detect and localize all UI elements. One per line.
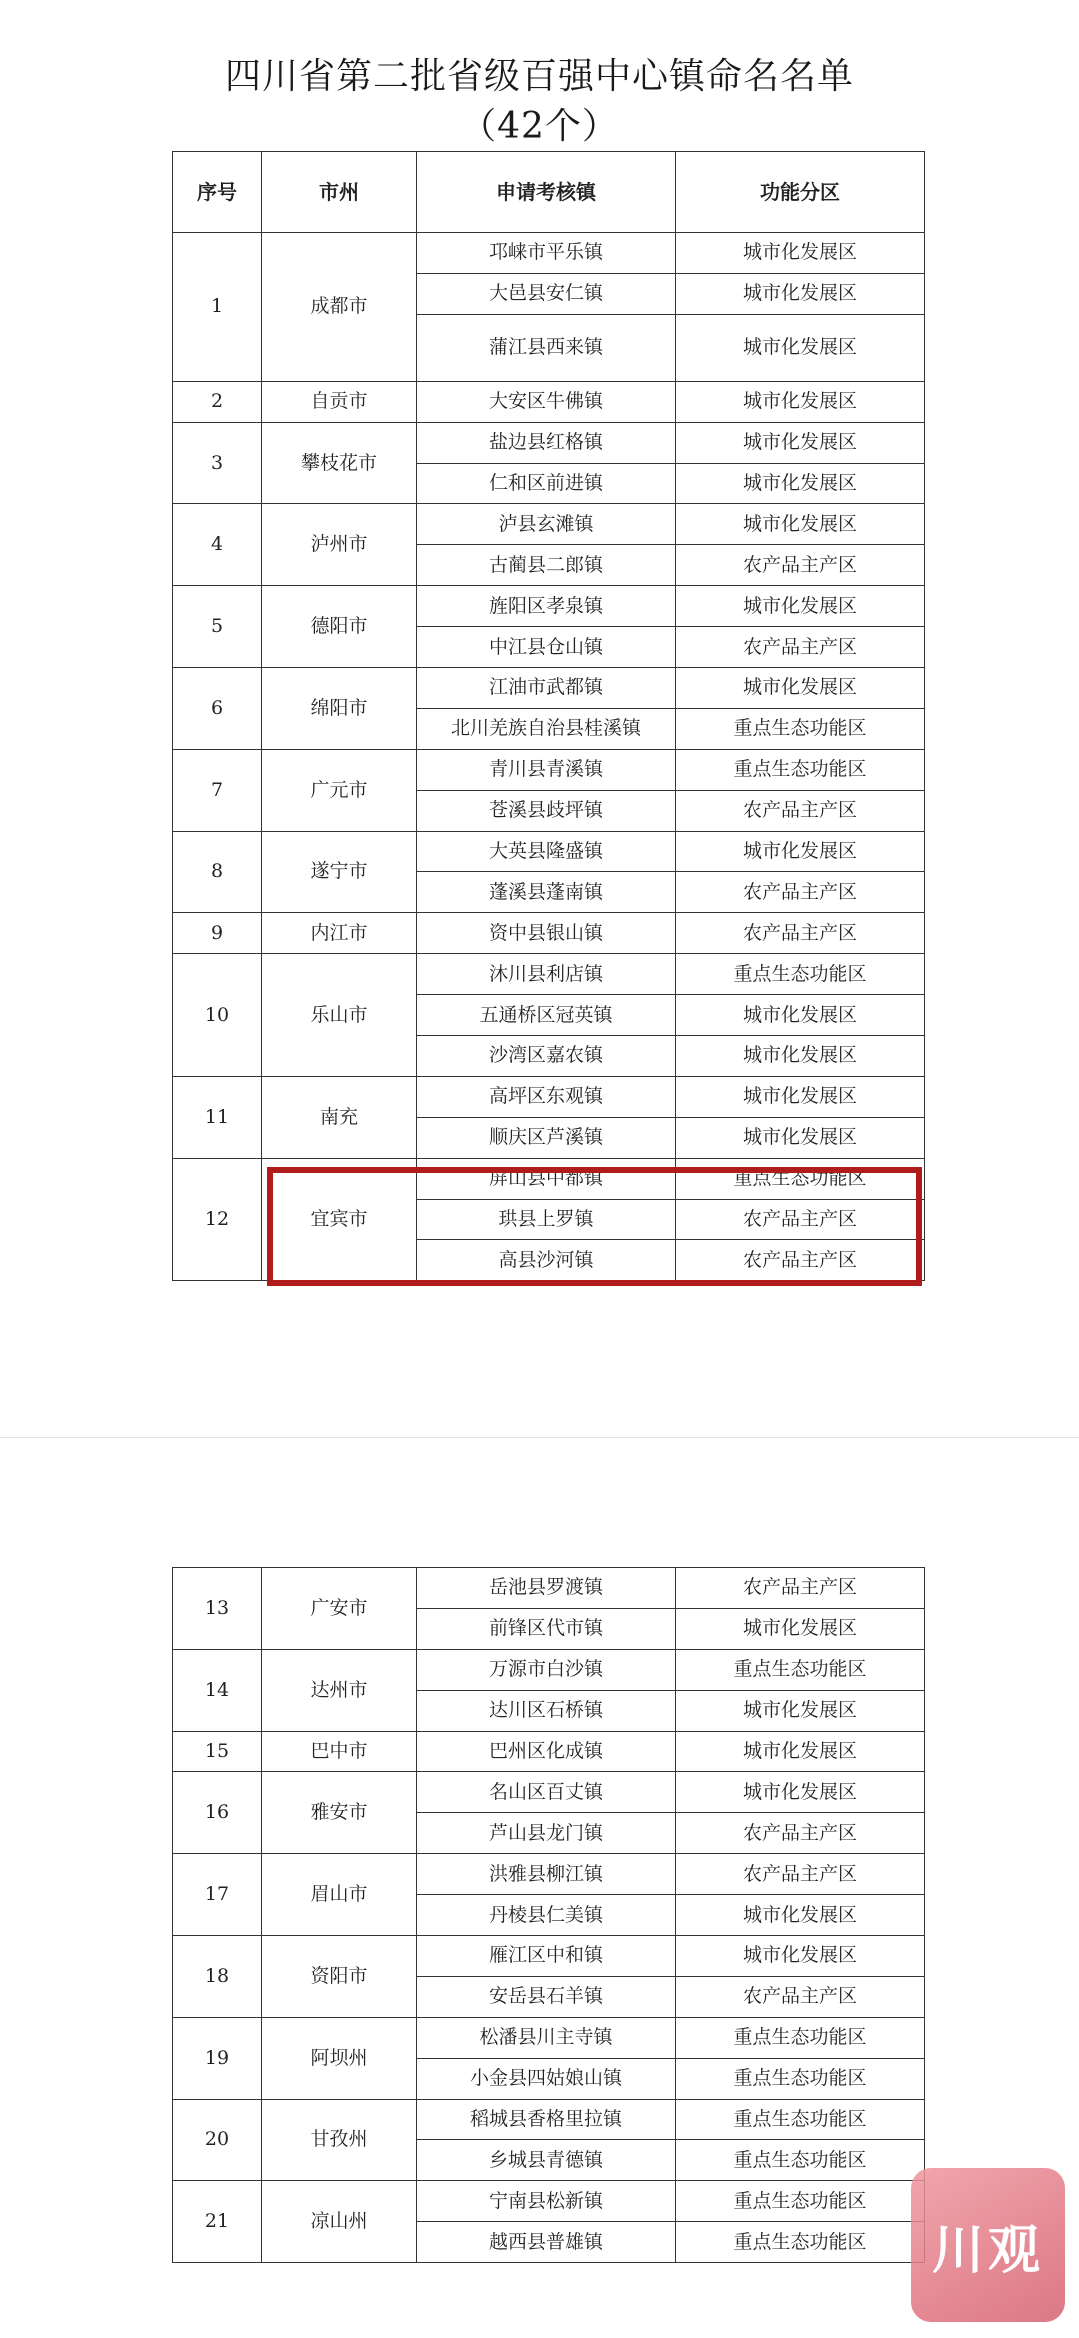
watermark-label: 川观 (931, 2220, 1044, 2281)
serial-number-cell: 15 (173, 1731, 262, 1772)
serial-number-cell: 13 (173, 1568, 262, 1650)
function-zone-cell: 重点生态功能区 (676, 954, 925, 995)
town-cell: 蒲江县西来镇 (417, 314, 676, 381)
function-zone-cell: 重点生态功能区 (676, 2099, 925, 2140)
function-zone-cell: 重点生态功能区 (676, 2058, 925, 2099)
town-cell: 仁和区前进镇 (417, 463, 676, 504)
function-zone-cell: 城市化发展区 (676, 1895, 925, 1936)
serial-number-cell: 11 (173, 1076, 262, 1158)
serial-number-cell: 4 (173, 504, 262, 586)
serial-number-cell: 3 (173, 422, 262, 504)
function-zone-cell: 农产品主产区 (676, 1240, 925, 1281)
town-cell: 越西县普雄镇 (417, 2222, 676, 2263)
page-divider (0, 1437, 1079, 1438)
header-function-zone: 功能分区 (676, 152, 925, 233)
city-cell: 资阳市 (262, 1936, 417, 2018)
function-zone-cell: 农产品主产区 (676, 627, 925, 668)
town-cell: 旌阳区孝泉镇 (417, 586, 676, 627)
function-zone-cell: 城市化发展区 (676, 1608, 925, 1649)
function-zone-cell: 重点生态功能区 (676, 749, 925, 790)
function-zone-cell: 城市化发展区 (676, 1772, 925, 1813)
chuanguan-watermark-logo (911, 2168, 1065, 2322)
town-cell: 宁南县松新镇 (417, 2181, 676, 2222)
function-zone-cell: 重点生态功能区 (676, 2017, 925, 2058)
town-cell: 江油市武都镇 (417, 668, 676, 709)
town-cell: 万源市白沙镇 (417, 1649, 676, 1690)
serial-number-cell: 18 (173, 1936, 262, 2018)
table-row (173, 1772, 925, 1813)
serial-number-cell: 12 (173, 1158, 262, 1281)
function-zone-cell: 农产品主产区 (676, 545, 925, 586)
function-zone-cell: 城市化发展区 (676, 1936, 925, 1977)
city-cell: 广安市 (262, 1568, 417, 1650)
function-zone-cell: 重点生态功能区 (676, 2140, 925, 2181)
town-cell: 小金县四姑娘山镇 (417, 2058, 676, 2099)
city-cell: 自贡市 (262, 381, 417, 422)
town-cell: 丹棱县仁美镇 (417, 1895, 676, 1936)
town-cell: 大英县隆盛镇 (417, 831, 676, 872)
town-cell: 五通桥区冠英镇 (417, 995, 676, 1036)
table-row (173, 1076, 925, 1117)
town-cell: 名山区百丈镇 (417, 1772, 676, 1813)
function-zone-cell: 城市化发展区 (676, 831, 925, 872)
town-cell: 高县沙河镇 (417, 1240, 676, 1281)
serial-number-cell: 5 (173, 586, 262, 668)
function-zone-cell: 城市化发展区 (676, 381, 925, 422)
serial-number-cell: 21 (173, 2181, 262, 2263)
city-cell: 遂宁市 (262, 831, 417, 913)
town-cell: 中江县仓山镇 (417, 627, 676, 668)
serial-number-cell: 7 (173, 749, 262, 831)
serial-number-cell: 6 (173, 668, 262, 750)
serial-number-cell: 17 (173, 1854, 262, 1936)
town-cell: 盐边县红格镇 (417, 422, 676, 463)
town-cell: 资中县银山镇 (417, 913, 676, 954)
city-cell: 南充 (262, 1076, 417, 1158)
town-cell: 苍溪县歧坪镇 (417, 790, 676, 831)
town-cell: 大邑县安仁镇 (417, 273, 676, 314)
town-cell: 芦山县龙门镇 (417, 1813, 676, 1854)
town-cell: 顺庆区芦溪镇 (417, 1117, 676, 1158)
function-zone-cell: 农产品主产区 (676, 913, 925, 954)
serial-number-cell: 10 (173, 954, 262, 1077)
city-cell: 德阳市 (262, 586, 417, 668)
city-cell: 广元市 (262, 749, 417, 831)
table-header-row (173, 152, 925, 233)
function-zone-cell: 农产品主产区 (676, 872, 925, 913)
table-row (173, 668, 925, 709)
table-row (173, 586, 925, 627)
table-row (173, 2099, 925, 2140)
function-zone-cell: 重点生态功能区 (676, 2181, 925, 2222)
function-zone-cell: 城市化发展区 (676, 314, 925, 381)
function-zone-cell: 重点生态功能区 (676, 1649, 925, 1690)
town-cell: 青川县青溪镇 (417, 749, 676, 790)
town-cell: 达川区石桥镇 (417, 1690, 676, 1731)
town-list-table-page-1 (172, 151, 925, 1281)
header-serial-number: 序号 (173, 152, 262, 233)
town-cell: 蓬溪县蓬南镇 (417, 872, 676, 913)
table-row (173, 954, 925, 995)
serial-number-cell: 1 (173, 233, 262, 382)
town-cell: 珙县上罗镇 (417, 1199, 676, 1240)
function-zone-cell: 农产品主产区 (676, 790, 925, 831)
serial-number-cell: 16 (173, 1772, 262, 1854)
function-zone-cell: 重点生态功能区 (676, 708, 925, 749)
document-title: 四川省第二批省级百强中心镇命名名单 (224, 56, 854, 97)
city-cell: 雅安市 (262, 1772, 417, 1854)
town-cell: 邛崃市平乐镇 (417, 233, 676, 274)
function-zone-cell: 城市化发展区 (676, 1036, 925, 1077)
town-cell: 稻城县香格里拉镇 (417, 2099, 676, 2140)
table-row (173, 749, 925, 790)
table-row (173, 1731, 925, 1772)
function-zone-cell: 城市化发展区 (676, 273, 925, 314)
table-row (173, 831, 925, 872)
function-zone-cell: 农产品主产区 (676, 1199, 925, 1240)
function-zone-cell: 城市化发展区 (676, 504, 925, 545)
town-cell: 乡城县青德镇 (417, 2140, 676, 2181)
function-zone-cell: 城市化发展区 (676, 1731, 925, 1772)
function-zone-cell: 城市化发展区 (676, 586, 925, 627)
city-cell: 凉山州 (262, 2181, 417, 2263)
city-cell: 成都市 (262, 233, 417, 382)
table-row (173, 233, 925, 274)
function-zone-cell: 城市化发展区 (676, 668, 925, 709)
town-cell: 大安区牛佛镇 (417, 381, 676, 422)
town-list-table-page-2 (172, 1567, 925, 2263)
town-cell: 高坪区东观镇 (417, 1076, 676, 1117)
city-cell: 乐山市 (262, 954, 417, 1077)
city-cell: 甘孜州 (262, 2099, 417, 2181)
function-zone-cell: 农产品主产区 (676, 1568, 925, 1609)
city-cell: 宜宾市 (262, 1158, 417, 1281)
function-zone-cell: 城市化发展区 (676, 1690, 925, 1731)
function-zone-cell: 重点生态功能区 (676, 1158, 925, 1199)
town-cell: 沙湾区嘉农镇 (417, 1036, 676, 1077)
town-cell: 前锋区代市镇 (417, 1608, 676, 1649)
city-cell: 阿坝州 (262, 2017, 417, 2099)
table-row (173, 1854, 925, 1895)
city-cell: 巴中市 (262, 1731, 417, 1772)
serial-number-cell: 2 (173, 381, 262, 422)
town-cell: 松潘县川主寺镇 (417, 2017, 676, 2058)
table-row (173, 504, 925, 545)
town-cell: 古蔺县二郎镇 (417, 545, 676, 586)
header-town: 申请考核镇 (417, 152, 676, 233)
table-body-page-2 (173, 1568, 925, 2263)
header-city: 市州 (262, 152, 417, 233)
table-body-page-1 (173, 233, 925, 1281)
serial-number-cell: 14 (173, 1649, 262, 1731)
function-zone-cell: 重点生态功能区 (676, 2222, 925, 2263)
serial-number-cell: 19 (173, 2017, 262, 2099)
town-cell: 北川羌族自治县桂溪镇 (417, 708, 676, 749)
table-row (173, 1936, 925, 1977)
city-cell: 泸州市 (262, 504, 417, 586)
town-cell: 泸县玄滩镇 (417, 504, 676, 545)
city-cell: 达州市 (262, 1649, 417, 1731)
serial-number-cell: 9 (173, 913, 262, 954)
function-zone-cell: 城市化发展区 (676, 1076, 925, 1117)
document-subtitle: （42个） (460, 106, 619, 147)
function-zone-cell: 农产品主产区 (676, 1813, 925, 1854)
city-cell: 内江市 (262, 913, 417, 954)
town-cell: 沐川县利店镇 (417, 954, 676, 995)
city-cell: 绵阳市 (262, 668, 417, 750)
table-row (173, 2017, 925, 2058)
city-cell: 攀枝花市 (262, 422, 417, 504)
town-cell: 巴州区化成镇 (417, 1731, 676, 1772)
city-cell: 眉山市 (262, 1854, 417, 1936)
table-row (173, 2181, 925, 2222)
function-zone-cell: 农产品主产区 (676, 1976, 925, 2017)
function-zone-cell: 城市化发展区 (676, 233, 925, 274)
function-zone-cell: 城市化发展区 (676, 422, 925, 463)
table-row (173, 1158, 925, 1199)
function-zone-cell: 城市化发展区 (676, 463, 925, 504)
function-zone-cell: 城市化发展区 (676, 1117, 925, 1158)
serial-number-cell: 20 (173, 2099, 262, 2181)
town-cell: 雁江区中和镇 (417, 1936, 676, 1977)
table-row (173, 422, 925, 463)
serial-number-cell: 8 (173, 831, 262, 913)
table-row (173, 381, 925, 422)
town-cell: 安岳县石羊镇 (417, 1976, 676, 2017)
function-zone-cell: 农产品主产区 (676, 1854, 925, 1895)
table-row (173, 1649, 925, 1690)
town-cell: 洪雅县柳江镇 (417, 1854, 676, 1895)
town-cell: 岳池县罗渡镇 (417, 1568, 676, 1609)
function-zone-cell: 城市化发展区 (676, 995, 925, 1036)
table-row (173, 1568, 925, 1609)
table-row (173, 913, 925, 954)
town-cell: 屏山县中都镇 (417, 1158, 676, 1199)
